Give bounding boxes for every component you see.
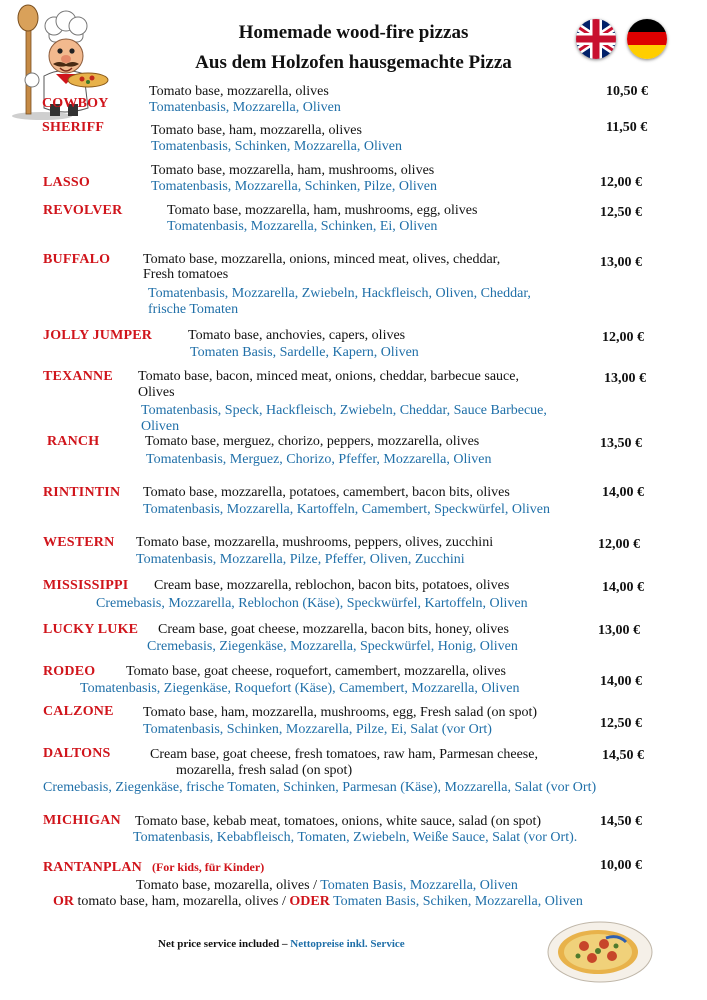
ingredients-english: Tomato base, mozzarella, olives — [149, 84, 329, 99]
pizza-price: 13,00 € — [598, 623, 640, 638]
pizza-price: 14,50 € — [602, 748, 644, 763]
ingredients-german: Cremebasis, Mozzarella, Reblochon (Käse), Speckwürfel, Kartoffeln, Oliven — [96, 596, 528, 611]
ingredients-german: Oliven — [141, 419, 180, 434]
ingredients-german: Tomatenbasis, Mozzarella, Kartoffeln, Camembert, Speckwürfel, Oliven — [143, 502, 550, 517]
pizza-name: RODEO — [43, 664, 96, 679]
pizza-price: 12,00 € — [598, 537, 640, 552]
pizza-name: RINTINTIN — [43, 485, 121, 500]
ingredients-english: Tomato base, anchovies, capers, olives — [188, 328, 406, 343]
ingredients-english: mozarella, fresh salad (on spot) — [176, 763, 353, 778]
pizza-price: 14,50 € — [600, 814, 642, 829]
footer-german: Nettopreise inkl. Service — [290, 938, 405, 950]
german-flag-icon[interactable] — [627, 19, 667, 59]
pizza-name: MICHIGAN — [43, 813, 121, 828]
or-german: ODER — [289, 894, 330, 909]
ingredients-german: frische Tomaten — [148, 302, 239, 317]
pizza-item-lasso — [0, 163, 707, 201]
pizza-price: 13,00 € — [604, 371, 646, 386]
pizza-item-rodeo — [0, 664, 707, 702]
ingredients-german: Tomatenbasis, Merguez, Chorizo, Pfeffer, Mozzarella, Oliven — [146, 452, 492, 467]
pizza-name: MISSISSIPPI — [43, 578, 129, 593]
pizza-item-jolly-jumper — [0, 328, 707, 366]
ingredients-german: Cremebasis, Ziegenkäse, frische Tomaten, Schinken, Parmesan (Käse), Mozzarella, Salat (vor Ort) — [43, 780, 597, 795]
ingredients-german: Tomatenbasis, Schinken, Mozzarella, Oliven — [151, 139, 402, 154]
pizza-name: BUFFALO — [43, 252, 111, 267]
pizza-item-calzone — [0, 704, 707, 742]
uk-flag-icon[interactable] — [576, 19, 616, 59]
ingredients-german: Tomatenbasis, Mozzarella, Schinken, Ei, Oliven — [167, 219, 438, 234]
ingredients-english: Tomato base, goat cheese, roquefort, camembert, mozzarella, olives — [126, 664, 506, 679]
ingredients-german: Cremebasis, Ziegenkäse, Mozzarella, Speckwürfel, Honig, Oliven — [147, 639, 518, 654]
pizza-name: LUCKY LUKE — [43, 622, 139, 637]
pizza-name: RANCH — [47, 434, 100, 449]
pizza-price: 13,50 € — [600, 436, 642, 451]
option-english: tomato base, ham, mozarella, olives / — [74, 894, 290, 909]
option-english: Tomato base, mozarella, olives / — [136, 878, 321, 893]
footer-note — [158, 938, 405, 950]
pizza-item-ranch — [0, 434, 707, 472]
title-german: Aus dem Holzofen hausgemachte Pizza — [195, 52, 512, 73]
pizza-price: 12,00 € — [602, 330, 644, 345]
pizza-item-rintintin — [0, 485, 707, 523]
pizza-item-buffalo — [0, 252, 707, 322]
rantanplan-line-2 — [53, 892, 583, 910]
ingredients-german: Tomatenbasis, Ziegenkäse, Roquefort (Käse), Camembert, Mozzarella, Oliven — [80, 681, 520, 696]
pizza-item-cowboy — [0, 84, 707, 122]
pizza-price: 14,00 € — [602, 485, 644, 500]
ingredients-german: Tomatenbasis, Mozzarella, Oliven — [149, 100, 341, 115]
pizza-price: 13,00 € — [600, 255, 642, 270]
pizza-name: RANTANPLAN — [43, 860, 142, 875]
pizza-name: COWBOY — [42, 96, 109, 111]
ingredients-german: Tomatenbasis, Mozzarella, Schinken, Pilze, Oliven — [151, 179, 437, 194]
pizza-price: 12,00 € — [600, 175, 642, 190]
ingredients-english: Cream base, goat cheese, mozzarella, bacon bits, honey, olives — [158, 622, 509, 637]
rantanplan-header — [43, 858, 264, 876]
ingredients-english: Tomato base, mozzarella, potatoes, camembert, bacon bits, olives — [143, 485, 510, 500]
option-german: Tomaten Basis, Mozzarella, Oliven — [320, 878, 518, 893]
pizza-price: 14,00 € — [602, 580, 644, 595]
ingredients-english: Tomato base, bacon, minced meat, onions, cheddar, barbecue sauce, — [138, 369, 519, 384]
pizza-name: REVOLVER — [43, 203, 123, 218]
pizza-price: 14,00 € — [600, 674, 642, 689]
ingredients-english: Fresh tomatoes — [143, 267, 229, 282]
pizza-item-lucky-luke — [0, 622, 707, 660]
pizza-item-mississippi — [0, 578, 707, 616]
ingredients-german: Tomatenbasis, Speck, Hackfleisch, Zwiebeln, Cheddar, Sauce Barbecue, — [141, 403, 547, 418]
pizza-price: 12,50 € — [600, 716, 642, 731]
pizza-name: CALZONE — [43, 704, 114, 719]
pizza-item-rantanplan — [0, 858, 707, 914]
pizza-item-revolver — [0, 203, 707, 241]
pizza-item-michigan — [0, 813, 707, 851]
pizza-item-texanne — [0, 369, 707, 439]
pizza-name: SHERIFF — [42, 120, 105, 135]
pizza-name: JOLLY JUMPER — [43, 328, 153, 343]
ingredients-english: Tomato base, ham, mozzarella, olives — [151, 123, 362, 138]
ingredients-english: Cream base, mozzarella, reblochon, bacon bits, potatoes, olives — [154, 578, 510, 593]
ingredients-english: Tomato base, mozzarella, mushrooms, peppers, olives, zucchini — [136, 535, 494, 550]
ingredients-german: Tomatenbasis, Kebabfleisch, Tomaten, Zwiebeln, Weiße Sauce, Salat (vor Ort). — [133, 830, 578, 845]
ingredients-english: Tomato base, mozzarella, onions, minced meat, olives, cheddar, — [143, 252, 501, 267]
pizza-name: LASSO — [43, 175, 90, 190]
pizza-price: 11,50 € — [606, 120, 648, 135]
pizza-item-daltons — [0, 746, 707, 802]
ingredients-english: Tomato base, mozzarella, ham, mushrooms, olives — [151, 163, 435, 178]
ingredients-german: Tomatenbasis, Schinken, Mozzarella, Pilze, Ei, Salat (vor Ort) — [143, 722, 492, 737]
ingredients-german: Tomatenbasis, Mozzarella, Zwiebeln, Hackfleisch, Oliven, Cheddar, — [148, 286, 531, 301]
pizza-name: DALTONS — [43, 746, 111, 761]
title-english: Homemade wood-fire pizzas — [238, 22, 469, 43]
pizza-price: 12,50 € — [600, 205, 642, 220]
kids-note: (For kids, für Kinder) — [151, 860, 265, 874]
pizza-name: TEXANNE — [43, 369, 113, 384]
pizza-name: WESTERN — [43, 535, 115, 550]
pizza-price: 10,00 € — [600, 858, 642, 873]
pizza-photo-icon — [546, 916, 654, 984]
ingredients-english: Tomato base, kebab meat, tomatoes, onions, white sauce, salad (on spot) — [135, 814, 542, 829]
ingredients-english: Cream base, goat cheese, fresh tomatoes, raw ham, Parmesan cheese, — [150, 747, 538, 762]
footer-english: Net price service included – — [158, 938, 291, 950]
ingredients-english: Tomato base, ham, mozzarella, mushrooms, egg, Fresh salad (on spot) — [143, 705, 538, 720]
ingredients-english: Tomato base, merguez, chorizo, peppers, mozzarella, olives — [145, 434, 480, 449]
option-german: Tomaten Basis, Schiken, Mozzarella, Oliven — [329, 894, 583, 909]
ingredients-english: Olives — [138, 385, 175, 400]
pizza-item-western — [0, 535, 707, 573]
or-english: OR — [53, 894, 74, 909]
ingredients-german: Tomaten Basis, Sardelle, Kapern, Oliven — [190, 345, 419, 360]
pizza-item-sheriff — [0, 120, 707, 158]
ingredients-german: Tomatenbasis, Mozzarella, Pilze, Pfeffer, Oliven, Zucchini — [136, 552, 465, 567]
ingredients-english: Tomato base, mozzarella, ham, mushrooms, egg, olives — [167, 203, 478, 218]
pizza-price: 10,50 € — [606, 84, 648, 99]
